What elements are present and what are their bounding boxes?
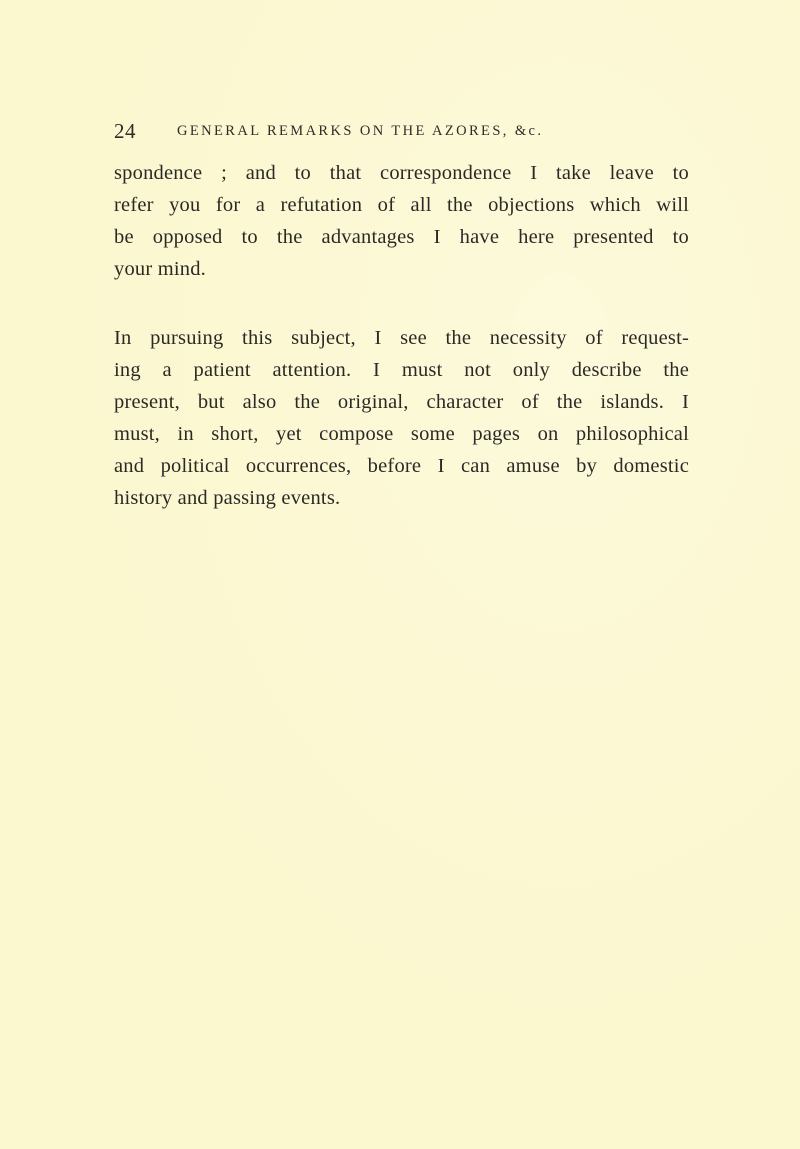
- running-head-title: GENERAL REMARKS ON THE AZORES, &c.: [177, 123, 544, 139]
- paragraph-line: refer you for a refutation of all the objections which will: [114, 194, 689, 216]
- page-number: 24: [114, 119, 136, 143]
- paragraph-line: history and passing events.: [114, 487, 341, 509]
- running-head: [114, 116, 690, 146]
- paragraph-line: and political occurrences, before I can amuse by domestic: [114, 455, 689, 477]
- paragraph-line: be opposed to the advantages I have here presented to: [114, 226, 689, 248]
- paragraph-2: [114, 322, 689, 514]
- paragraph-line: ing a patient attention. I must not only describe the: [114, 359, 689, 381]
- paragraph-line: must, in short, yet compose some pages on philosophical: [114, 423, 689, 445]
- paragraph-line: spondence ; and to that correspondence I take leave to: [114, 162, 689, 184]
- paragraph-1: [114, 157, 689, 285]
- paragraph-line: your mind.: [114, 258, 206, 280]
- paragraph-line: In pursuing this subject, I see the necessity of request-: [114, 327, 689, 349]
- paragraph-line: present, but also the original, character of the islands. I: [114, 391, 689, 413]
